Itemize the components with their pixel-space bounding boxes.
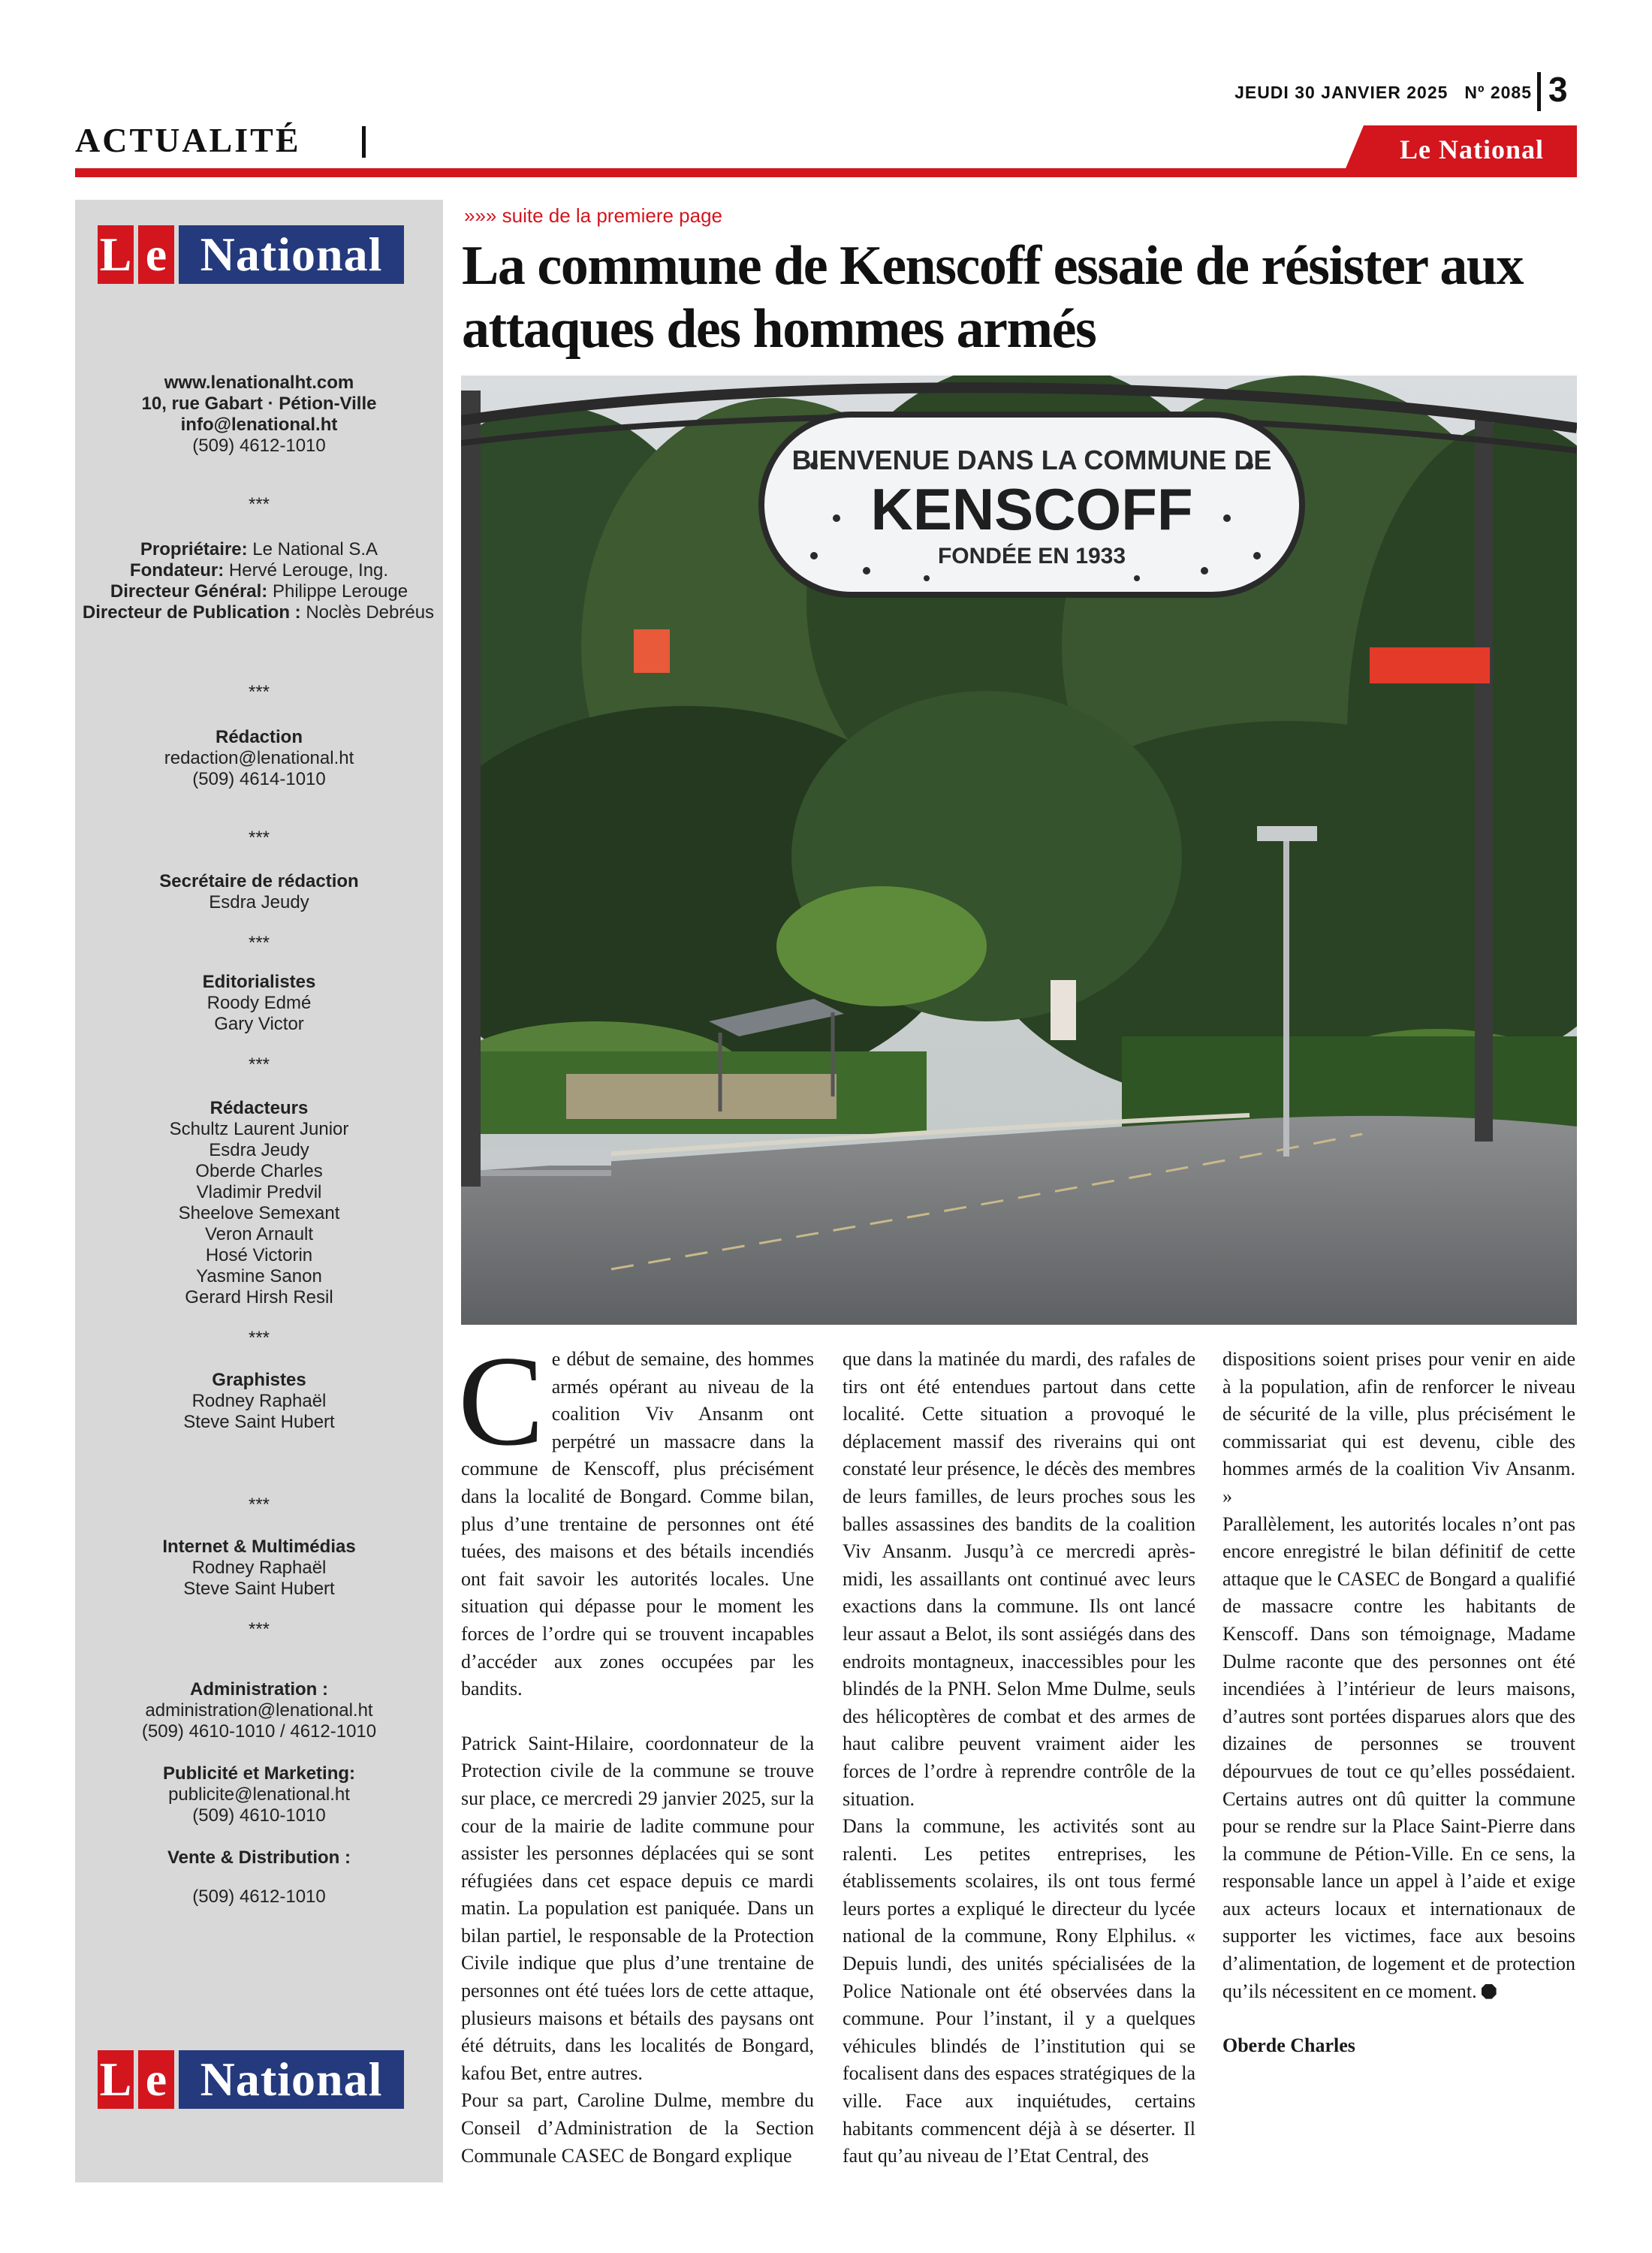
issue-number: Nº 2085 — [1464, 83, 1532, 102]
end-of-article-icon — [1482, 1984, 1497, 1999]
secretary-label: Secrétaire de rédaction — [159, 871, 359, 891]
advertising-phone: (509) 4610-1010 — [192, 1805, 326, 1826]
sales-label: Vente & Distribution : — [167, 1847, 351, 1868]
logo-word: National — [179, 225, 404, 284]
redaction-block — [75, 727, 443, 790]
paragraph: dispositions soient prises pour venir en aide à la population, afin de renforcer le niveau de sécurité de la ville, plus précisément le commissariat qui est devenu, cible des hommes armés de la coalition Viv Ansanm. » — [1222, 1348, 1575, 1507]
graphic-designer: Rodney Raphaël — [191, 1391, 327, 1411]
internet-label: Internet & Multimédias — [162, 1537, 356, 1557]
article-column-1 — [458, 1330, 814, 2170]
sign-text-welcome: BIENVENUE DANS LA COMMUNE DE — [791, 445, 1272, 475]
publication-director-label: Directeur de Publication : — [82, 602, 301, 623]
page-number: 3 — [1548, 70, 1568, 109]
owner: Le National S.A — [252, 539, 378, 559]
section-label: ACTUALITÉ — [75, 121, 301, 159]
article-column-3 — [1222, 1346, 1575, 2060]
editorialist: Gary Victor — [214, 1014, 304, 1034]
paragraph: Parallèlement, les autorités locales n’ont pas encore enregistré le bilan définitif de cette attaque que le CASEC de Bongard a qualifié de massacre contre les habitants de Kenscoff. Dans son témoignage, Madame Dulme raconte que des personnes ont été incendiées à l’intérieur de leurs maisons, d’autres sont portées disparues alors que des dizaines de personnes se trouvent dépourvues de tout ce qu’elles possédaient. Certains autres ont dû quitter la commune pour se rendre sur la Place Saint-Pierre dans la commune de Pétion-Ville. En ce sens, la responsable lance un appel à l’aide et exige aux acteurs locaux et internationaux de supporter les victimes, face aux besoins d’alimentation, de logement et de protection qu’ils nécessitent en ce moment. — [1222, 1513, 1575, 2002]
writer: Sheelove Semexant — [178, 1203, 340, 1223]
sign-text-kenscoff: KENSCOFF — [870, 476, 1193, 542]
administration-phone: (509) 4610-1010 / 4612-1010 — [141, 1721, 377, 1742]
article-headline: La commune de Kenscoff essaie de résister aux attaques des hommes armés — [462, 235, 1523, 360]
internet-block — [75, 1537, 443, 1600]
newspaper-logo-bottom — [98, 2050, 404, 2109]
separator: *** — [248, 828, 270, 848]
graphic-designer: Steve Saint Hubert — [183, 1412, 335, 1432]
editorialists-label: Editorialistes — [202, 972, 316, 992]
contact-email[interactable]: info@lenational.ht — [180, 415, 338, 435]
sales-phone: (509) 4612-1010 — [192, 1887, 326, 1907]
writer: Gerard Hirsh Resil — [185, 1287, 333, 1307]
paragraph: Pour sa part, Caroline Dulme, membre du Conseil d’Administration de la Section Communale CASEC de Bongard explique — [461, 2089, 814, 2167]
founder: Hervé Lerouge, Ing. — [228, 560, 389, 581]
director-general-label: Directeur Général: — [110, 581, 268, 602]
newspaper-logo-top — [98, 225, 404, 284]
contact-phone: (509) 4612-1010 — [192, 436, 326, 456]
writers-label: Rédacteurs — [210, 1098, 309, 1118]
writer: Vladimir Predvil — [196, 1182, 322, 1202]
internet-staff: Rodney Raphaël — [191, 1558, 327, 1578]
header-rule — [75, 168, 1577, 177]
secretary-block — [75, 871, 443, 913]
writer: Oberde Charles — [195, 1161, 323, 1181]
logo-letter-l: L — [98, 225, 134, 284]
paragraph: que dans la matinée du mardi, des rafales de tirs ont été entendues partout dans cette localité. Cette situation a provoqué le déplacement massif des riverains qui ont constaté leur présence, le décès des membres de leurs familles, de leurs proches sous les balles assassines des bandits de la coalition Viv Ansanm. Jusqu’à ce mercredi après-midi, les assaillants ont continué avec leurs exactions dans la commune. Ils ont lancé leur assaut a Belot, ils sont assiégés dans des endroits montagneux, inaccessibles pour les blindés de la PNH. Selon Mme Dulme, seuls des hélicoptères de combat et des armes de haut calibre peuvent vraiment aider les forces de l’ordre à reprendre contrôle de la situation. — [843, 1348, 1195, 1810]
article-column-2 — [843, 1346, 1195, 2170]
logo-word: National — [179, 2050, 404, 2109]
writer: Hosé Victorin — [205, 1245, 313, 1265]
editorialist: Roody Edmé — [206, 993, 312, 1013]
separator: *** — [248, 1328, 270, 1348]
internet-staff: Steve Saint Hubert — [183, 1579, 335, 1599]
secretary: Esdra Jeudy — [209, 892, 309, 912]
graphic-designers-block — [75, 1370, 443, 1433]
administration-block — [75, 1679, 443, 1742]
paragraph — [458, 1330, 814, 1703]
separator: *** — [248, 1054, 270, 1075]
separator: *** — [248, 933, 270, 953]
director-general: Philippe Lerouge — [272, 581, 408, 602]
kenscoff-entrance-photo — [461, 376, 1577, 1325]
issue-date: JEUDI 30 JANVIER 2025 — [1234, 83, 1449, 102]
redaction-label: Rédaction — [215, 727, 303, 747]
separator: *** — [248, 1619, 270, 1639]
paragraph-text: e début de semaine, des hommes armés opérant au niveau de la coalition Viv Ansanm ont perpétré un massacre dans la commune de Kenscoff, plus précisément dans la localité de Bongard. Comme bilan, plus d’une trentaine de personnes ont été tuées, des maisons et des bétails incendiés ont fait savoir les autorités locales. Une situation qui dépasse pour le moment les forces de l’ordre qui se trouvent incapables d’accéder aux zones occupées par les bandits. — [461, 1348, 814, 1700]
brand-tab-label: Le National — [1399, 134, 1544, 164]
article-byline: Oberde Charles — [1222, 2034, 1355, 2057]
website-link[interactable]: www.lenationalht.com — [164, 372, 354, 393]
issue-date-line — [1111, 83, 1532, 103]
address: 10, rue Gabart · Pétion-Ville — [141, 394, 377, 414]
separator: *** — [248, 682, 270, 702]
separator: *** — [248, 494, 270, 514]
contact-block — [75, 372, 443, 457]
graphic-designers-label: Graphistes — [212, 1370, 306, 1390]
writers-block — [75, 1098, 443, 1308]
administration-email[interactable]: administration@lenational.ht — [145, 1700, 373, 1721]
writer: Veron Arnault — [204, 1224, 314, 1244]
writer: Schultz Laurent Junior — [169, 1119, 349, 1139]
owner-label: Propriétaire: — [140, 539, 248, 559]
advertising-label: Publicité et Marketing: — [162, 1763, 356, 1784]
advertising-email[interactable]: publicite@lenational.ht — [168, 1784, 350, 1805]
writer: Esdra Jeudy — [209, 1140, 309, 1160]
section-divider — [362, 126, 366, 158]
drop-cap: C — [458, 1330, 544, 1473]
ownership-block — [75, 539, 443, 623]
paragraph: Patrick Saint-Hilaire, coordonnateur de la Protection civile de la commune se trouve sur place, ce mercredi 29 janvier 2025, sur la cour de la mairie de ladite commune pour assister les personnes déplacées qui se sont réfugiées dans cet espace depuis ce mardi matin. La population est paniquée. Dans un bilan partiel, le responsable de la Protection Civile indique que plus d’une trentaine de personnes ont été tuées lors de cette attaque, plusieurs maisons et bétails des paysans ont été détruits, dans les localités de Bongard, kafou Bet, entre autres. — [461, 1732, 814, 2084]
administration-label: Administration : — [190, 1679, 328, 1700]
page-number-divider — [1537, 72, 1541, 111]
continuation-kicker: »»» suite de la premiere page — [464, 204, 723, 227]
founder-label: Fondateur: — [129, 560, 225, 581]
publication-director: Noclès Debréus — [306, 602, 435, 623]
logo-letter-e: e — [138, 2050, 174, 2109]
editorialists-block — [75, 972, 443, 1035]
advertising-block — [75, 1763, 443, 1826]
sales-block — [75, 1847, 443, 1908]
writer: Yasmine Sanon — [196, 1266, 322, 1286]
sign-text-founded: FONDÉE EN 1933 — [937, 544, 1126, 569]
separator: *** — [248, 1494, 270, 1515]
logo-letter-l: L — [98, 2050, 134, 2109]
redaction-phone: (509) 4614-1010 — [192, 769, 326, 789]
redaction-email[interactable]: redaction@lenational.ht — [164, 748, 354, 768]
paragraph: Dans la commune, les activités sont au ralenti. Les petites entreprises, les établissements scolaires, ils ont tous fermé leurs portes a expliqué le directeur du lycée national de la commune, Rony Elphilus. « Depuis lundi, des unités spécialisées de la Police Nationale ont été observées dans la commune. Pour l’instant, il y a quelques véhicules blindés de l’institution qui se focalisent dans des espaces stratégiques de la ville. Face aux inquiétudes, certains habitants commencent déjà à se déserter. Il faut qu’au niveau de l’Etat Central, des — [843, 1815, 1195, 2167]
logo-letter-e: e — [138, 225, 174, 284]
